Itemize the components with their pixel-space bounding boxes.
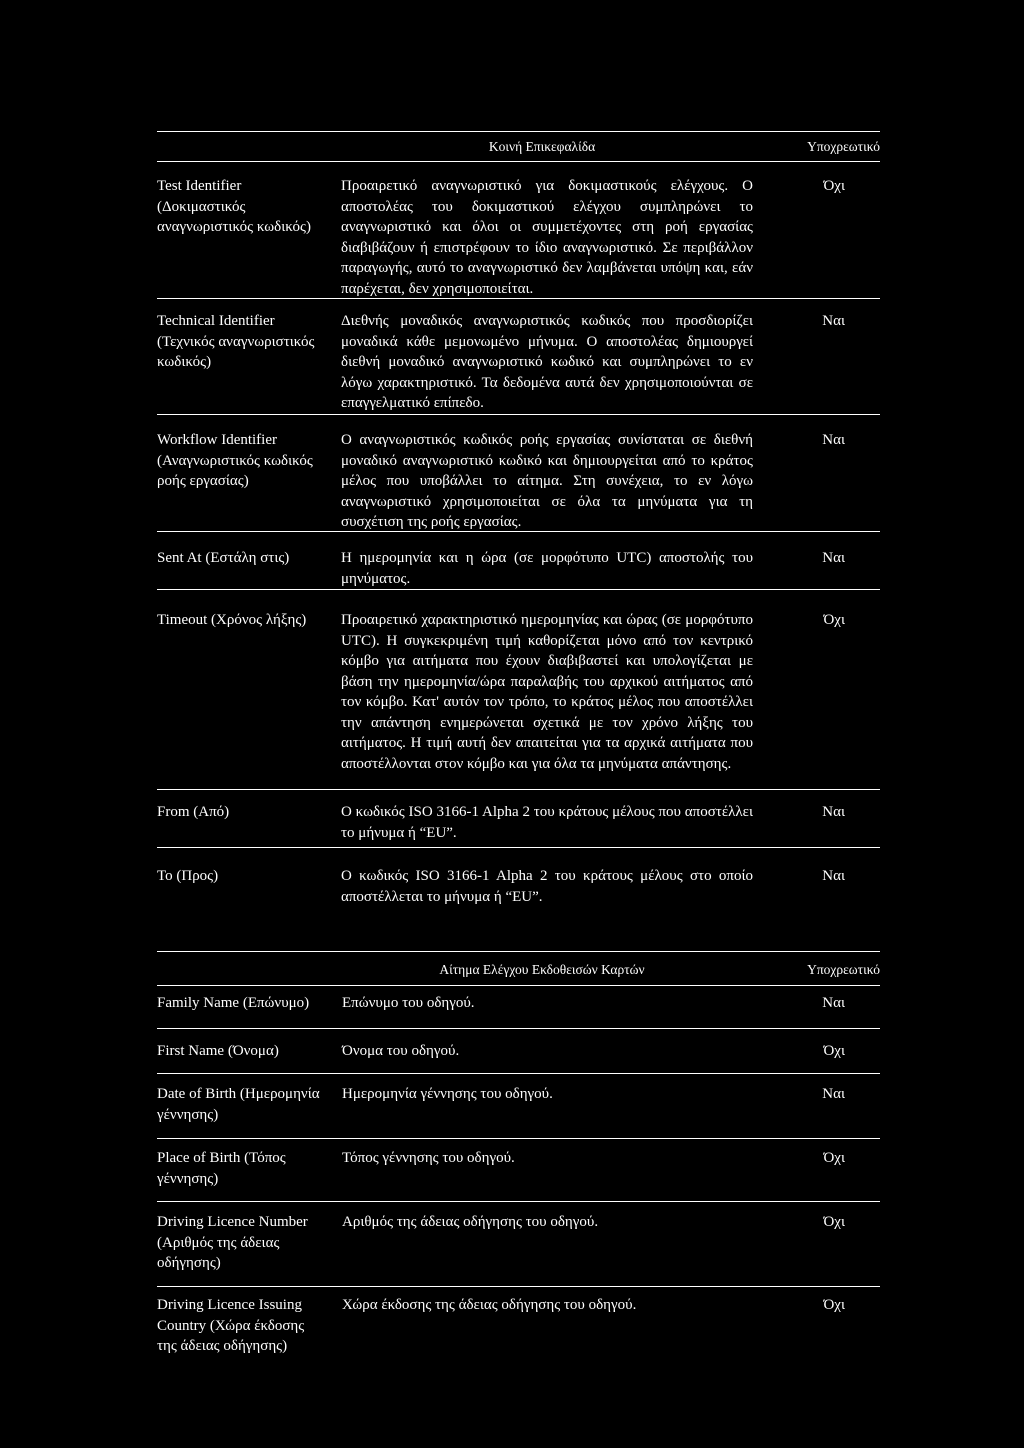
field-name: First Name (Όνομα) (157, 1043, 279, 1059)
table-header-row (157, 133, 880, 157)
field-required: Ναι (822, 1086, 845, 1102)
field-description: Τόπος γέννησης του οδηγού. (342, 1150, 515, 1166)
table-header-row (157, 956, 880, 980)
field-required: Ναι (822, 804, 845, 820)
field-name: From (Από) (157, 804, 230, 820)
field-name: Sent At (Εστάλη στις) (157, 550, 290, 566)
table-title: Αίτημα Ελέγχου Εκδοθεισών Καρτών (439, 962, 645, 977)
field-description: Προαιρετικό αναγνωριστικό για δοκιμαστικούς ελέγχους. Ο αποστολέας του δοκιμαστικού ελέγχου συμπληρώνει το αναγνωριστικό και όλοι οι συμμετέχοντες στη ροή εργασίας διαβιβάζουν ή επιστρέφουν το ίδιο αναγνωριστικό. Σε περιβάλλον παραγωγής, αυτό το αναγνωριστικό δεν λαμβάνεται υπόψη και, εάν παρέχεται, δεν χρησιμοποιείται. (341, 178, 753, 297)
field-description: Όνομα του οδηγού. (342, 1043, 460, 1059)
field-name: Timeout (Χρόνος λήξης) (157, 612, 307, 628)
field-description: Αριθμός της άδειας οδήγησης του οδηγού. (342, 1214, 599, 1230)
field-name: Technical Identifier (Τεχνικός αναγνωριστικός κωδικός) (157, 313, 315, 370)
row-separator (157, 789, 880, 790)
field-name: Workflow Identifier (Αναγνωριστικός κωδικός ροής εργασίας) (157, 432, 313, 489)
field-required: Όχι (823, 1214, 845, 1230)
field-name: To (Προς) (157, 868, 219, 884)
field-description: Επώνυμο του οδηγού. (342, 995, 475, 1011)
table-header-rule (157, 161, 880, 162)
table-top-rule (157, 951, 880, 952)
row-separator (157, 298, 880, 299)
required-column-header: Υποχρεωτικό (807, 139, 880, 154)
row-separator (157, 847, 880, 848)
required-column-header: Υποχρεωτικό (807, 962, 880, 977)
row-separator (157, 1028, 880, 1029)
row-separator (157, 414, 880, 415)
field-required: Ναι (822, 550, 845, 566)
field-required: Όχι (823, 612, 845, 628)
field-description: Ημερομηνία γέννησης του οδηγού. (342, 1086, 553, 1102)
field-required: Όχι (823, 1043, 845, 1059)
row-separator (157, 1201, 880, 1202)
field-name: Test Identifier (Δοκιμαστικός αναγνωριστικός κωδικός) (157, 178, 311, 235)
field-required: Όχι (823, 1150, 845, 1166)
field-description: Ο κωδικός ISO 3166-1 Alpha 2 του κράτους μέλους που αποστέλλει το μήνυμα ή “EU”. (341, 804, 753, 841)
field-required: Όχι (823, 1297, 845, 1313)
common-header-table (157, 131, 880, 911)
field-description: Προαιρετικό χαρακτηριστικό ημερομηνίας και ώρας (σε μορφότυπο UTC). Η συγκεκριμένη τιμή καθορίζεται μόνο από τον κεντρικό κόμβο για αιτήματα που έχουν διαβιβαστεί και υπολογίζεται με βάση την ημερομηνία/ώρα παραλαβής του αρχικού αιτήματος από τον κόμβο. Κατ' αυτόν τον τρόπο, το κράτος μέλος που αποστέλλει την απάντηση ενημερώνεται σχετικά με τον χρόνο λήξης του αιτήματος. Η τιμή αυτή δεν απαιτείται για τα αρχικά αιτήματα που αποστέλλονται στον κόμβο και για όλα τα μηνύματα απάντησης. (341, 612, 753, 772)
field-description: Ο κωδικός ISO 3166-1 Alpha 2 του κράτους μέλους στο οποίο αποστέλλεται το μήνυμα ή “EU”. (341, 868, 753, 905)
field-required: Ναι (822, 313, 845, 329)
row-separator (157, 1286, 880, 1287)
field-name: Driving Licence Issuing Country (Χώρα έκδοσης της άδειας οδήγησης) (157, 1297, 305, 1354)
field-name: Driving Licence Number (Αριθμός της άδειας οδήγησης) (157, 1214, 308, 1271)
field-required: Ναι (822, 868, 845, 884)
field-required: Όχι (823, 178, 845, 194)
field-description: Η ημερομηνία και η ώρα (σε μορφότυπο UTC) αποστολής του μηνύματος. (341, 550, 753, 587)
table-top-rule (157, 131, 880, 132)
row-separator (157, 531, 880, 532)
field-description: Διεθνής μοναδικός αναγνωριστικός κωδικός που προσδιορίζει μοναδικά κάθε μεμονωμένο μήνυμα. Ο αποστολέας δημιουργεί διεθνή μοναδικό αναγνωριστικό κωδικό και συμπληρώνει το εν λόγω χαρακτηριστικό. Τα δεδομένα αυτά δεν χρησιμοποιούνται σε επαγγελματικό επίπεδο. (341, 313, 753, 411)
table-header-rule (157, 985, 880, 986)
row-separator (157, 1138, 880, 1139)
row-separator (157, 1073, 880, 1074)
table-title: Κοινή Επικεφαλίδα (488, 139, 596, 154)
field-required: Ναι (822, 995, 845, 1011)
field-description: Ο αναγνωριστικός κωδικός ροής εργασίας συνίσταται σε διεθνή μοναδικό αναγνωριστικό κωδικό και δημιουργείται από το κράτος μέλος που υποβάλλει το αίτημα. Στη συνέχεια, το εν λόγω αναγνωριστικό χρησιμοποιείται σε όλα τα μηνύματα για τη συσχέτιση της ροής εργασίας. (341, 432, 753, 530)
row-separator (157, 589, 880, 590)
field-name: Place of Birth (Τόπος γέννησης) (157, 1150, 286, 1187)
field-required: Ναι (822, 432, 845, 448)
field-name: Date of Birth (Ημερομηνία γέννησης) (157, 1086, 320, 1123)
field-description: Χώρα έκδοσης της άδειας οδήγησης του οδηγού. (342, 1297, 637, 1313)
field-name: Family Name (Επώνυμο) (157, 995, 310, 1011)
card-check-request-table (157, 951, 880, 1371)
